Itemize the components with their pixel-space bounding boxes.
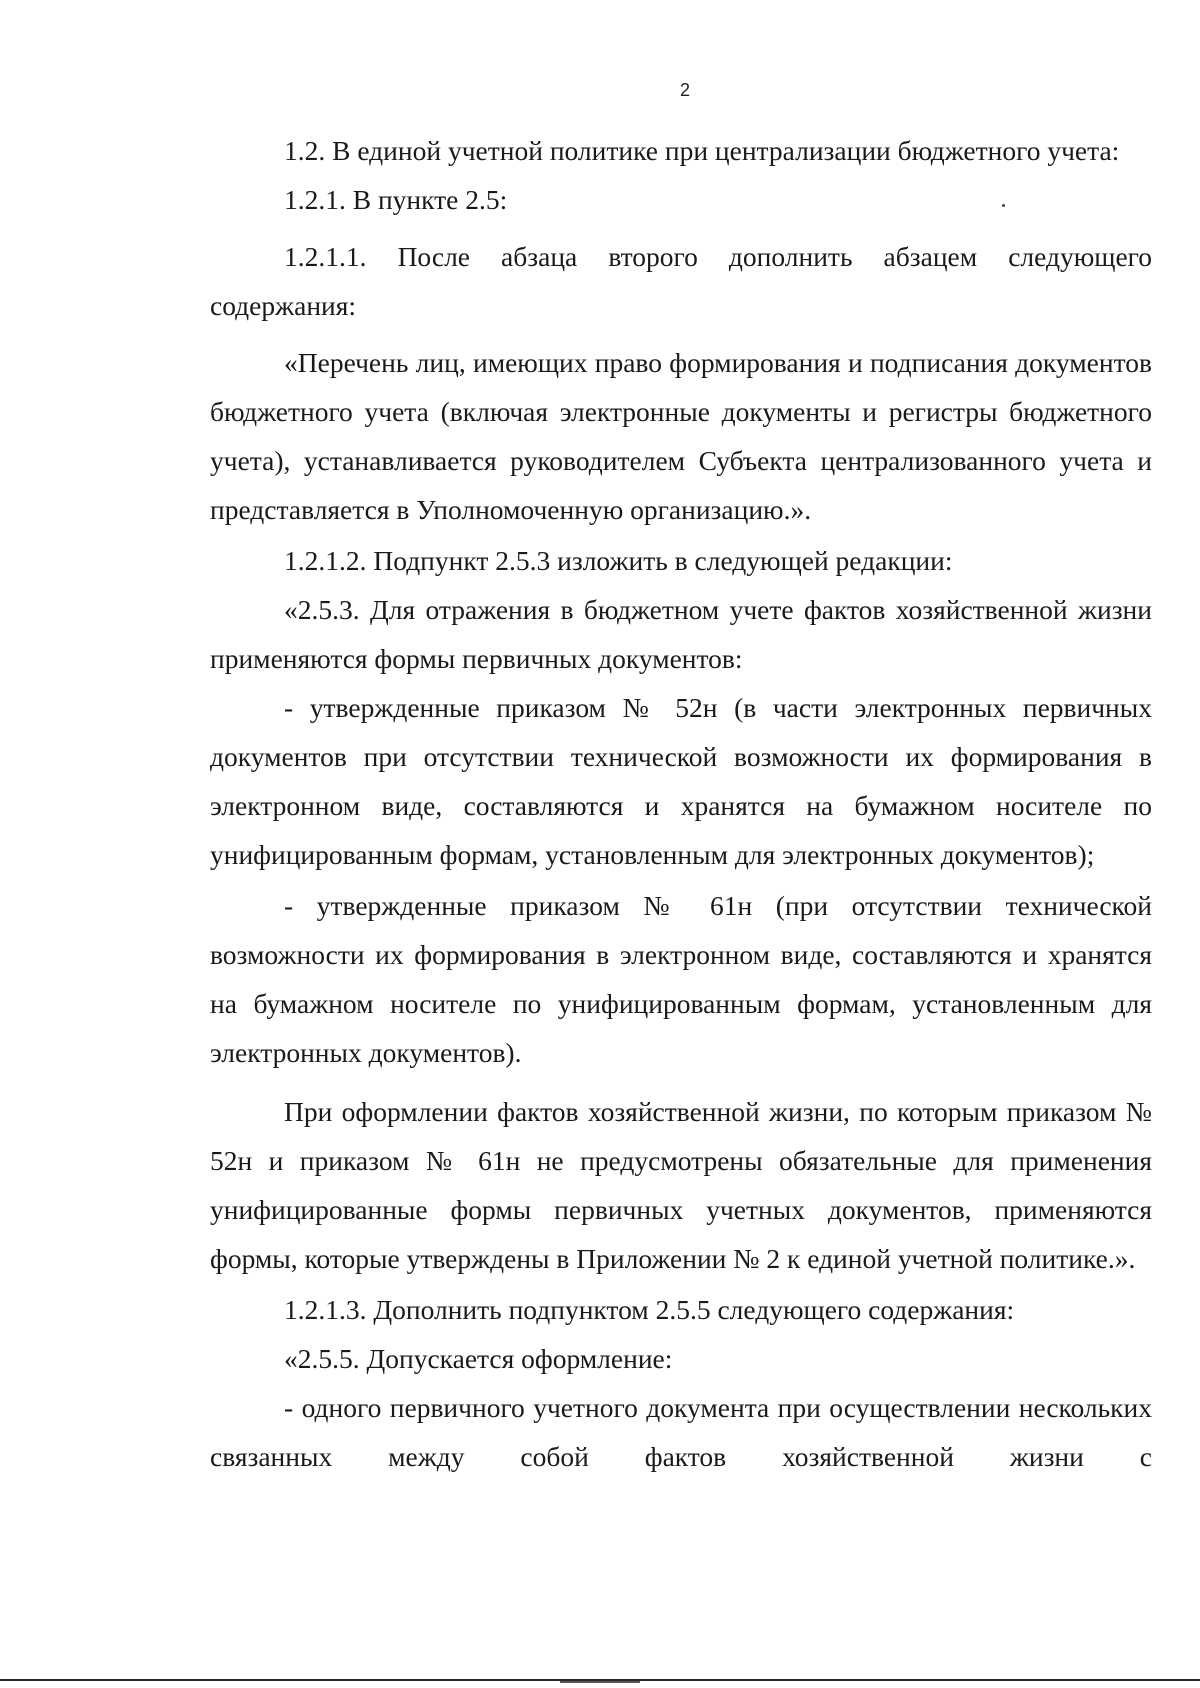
paragraph-1-2-1-3: 1.2.1.3. Дополнить подпунктом 2.5.5 следующего содержания: — [284, 1294, 1015, 1325]
list-item-one-document: - одного первичного учетного документа при осуществлении нескольких связанных между собой фактов хозяйственной жизни с — [210, 1392, 1152, 1472]
paragraph-unified-forms: При оформлении фактов хозяйственной жизни, по которым приказом № 52н и приказом № 61н не предусмотрены обязательные для применения унифицированные формы первичных учетных документов, применяются формы, которые утверждены в Приложении № 2 к единой учетной политике.». — [210, 1096, 1152, 1274]
page-bottom-edge-fragment — [560, 1681, 640, 1683]
page-number: 2 — [680, 80, 691, 100]
list-item-52n: - утвержденные приказом № 52н (в части электронных первичных документов при отсутствии технической возможности их формирования в электронном виде, составляются и хранятся на бумажном носителе по унифицированным формам, установленным для электронных документов); — [210, 692, 1152, 870]
paragraph-1-2-1-1: 1.2.1.1. После абзаца второго дополнить абзацем следующего содержания: — [210, 241, 1152, 321]
paragraph-2-5-5: «2.5.5. Допускается оформление: — [284, 1343, 673, 1374]
paragraph-1-2-1: 1.2.1. В пункте 2.5: — [284, 184, 508, 215]
paragraph-1-2-1-2: 1.2.1.2. Подпункт 2.5.3 изложить в следующей редакции: — [284, 545, 953, 576]
list-item-61n: - утвержденные приказом № 61н (при отсутствии технической возможности их формирования в электронном виде, составляются и хранятся на бумажном носителе по унифицированным формам, установленным для электронных документов). — [210, 890, 1152, 1068]
paragraph-1-2: 1.2. В единой учетной политике при централизации бюджетного учета: — [284, 135, 1120, 166]
document-body — [210, 126, 1152, 1481]
paragraph-2-5-3: «2.5.3. Для отражения в бюджетном учете фактов хозяйственной жизни применяются формы первичных документов: — [210, 594, 1152, 674]
paragraph-quote-list: «Перечень лиц, имеющих право формирования и подписания документов бюджетного учета (включая электронные документы и регистры бюджетного учета), устанавливается руководителем Субъекта централизованного учета и представляется в Уполномоченную организацию.». — [210, 347, 1152, 525]
